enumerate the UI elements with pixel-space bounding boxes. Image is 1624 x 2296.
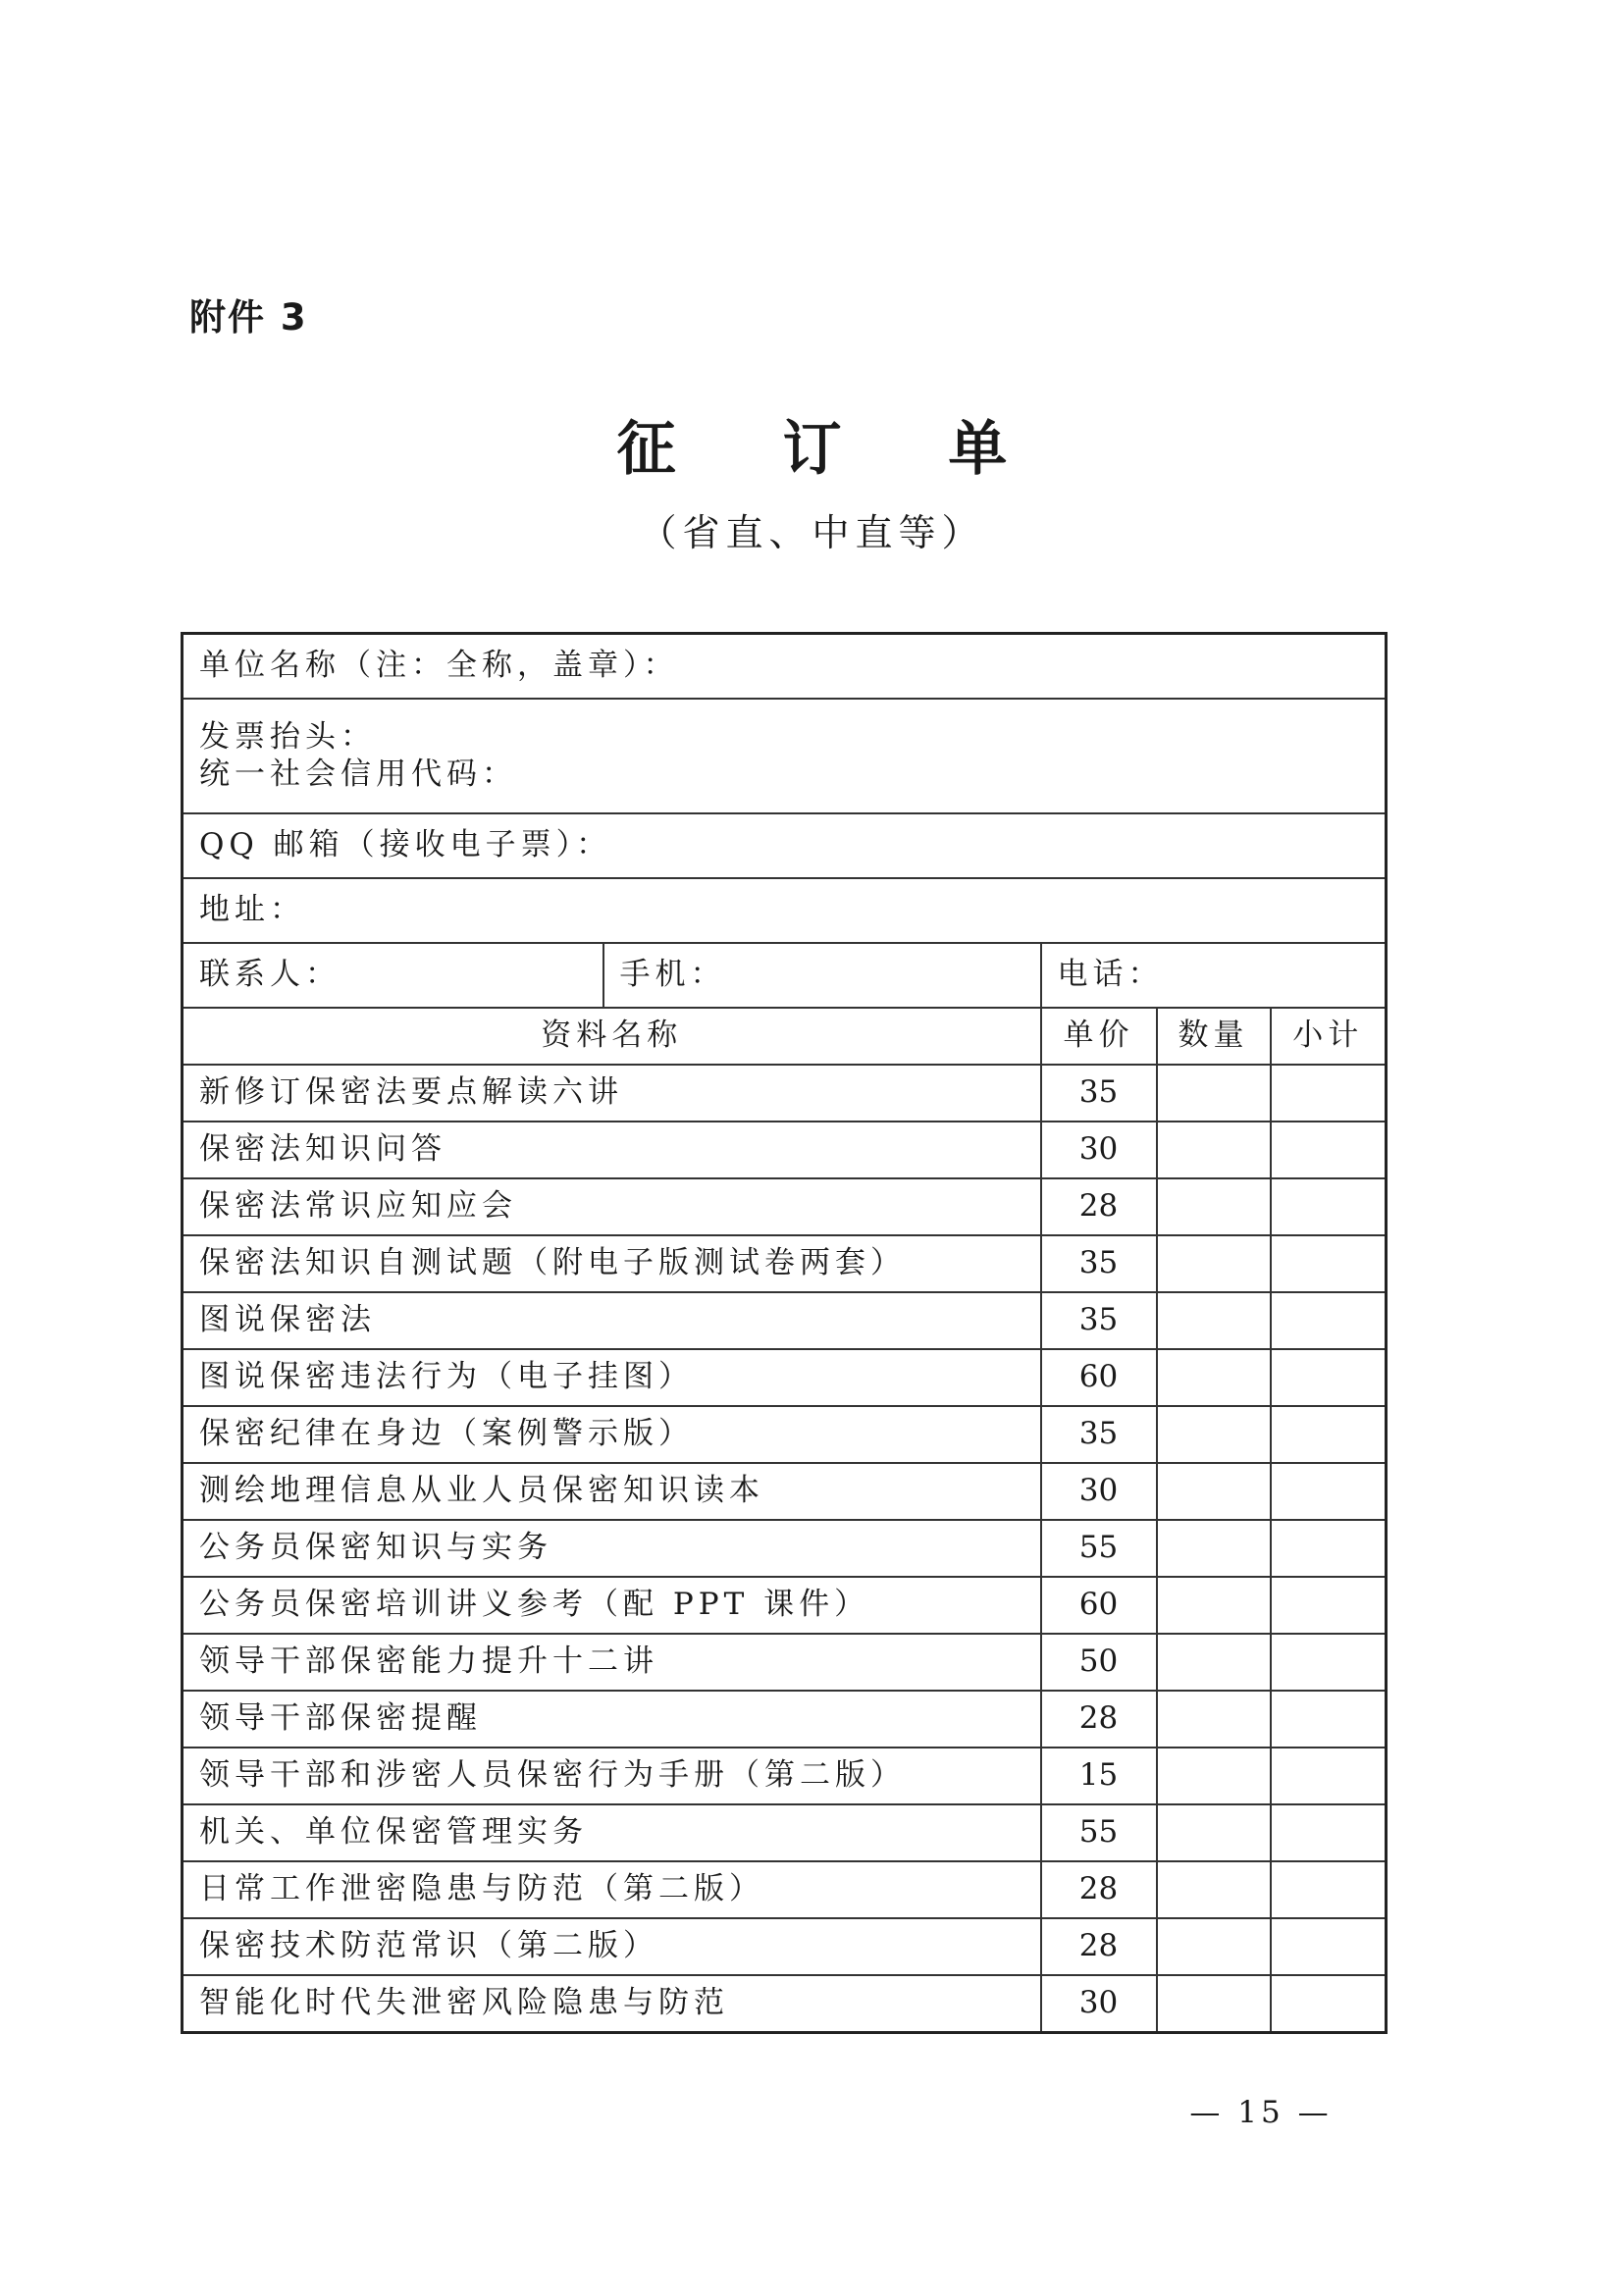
mobile-field[interactable]: 手机： (603, 943, 1041, 1008)
item-subtotal-cell[interactable] (1271, 1122, 1387, 1178)
contact-row (183, 943, 1387, 1008)
table-header-row (183, 1008, 1387, 1065)
item-name: 日常工作泄密隐患与防范（第二版） (183, 1861, 1041, 1918)
item-quantity-cell[interactable] (1157, 1804, 1271, 1861)
table-row (183, 1178, 1387, 1235)
item-subtotal-cell[interactable] (1271, 1520, 1387, 1577)
phone-field[interactable]: 电话： (1041, 943, 1387, 1008)
unit-name-row (183, 634, 1387, 700)
item-price: 30 (1041, 1463, 1157, 1520)
item-subtotal-cell[interactable] (1271, 1463, 1387, 1520)
item-subtotal-cell[interactable] (1271, 1292, 1387, 1349)
table-row (183, 1804, 1387, 1861)
table-row (183, 1861, 1387, 1918)
item-name: 测绘地理信息从业人员保密知识读本 (183, 1463, 1041, 1520)
item-name: 保密法知识自测试题（附电子版测试卷两套） (183, 1235, 1041, 1292)
page-subtitle: （省直、中直等） (639, 511, 985, 554)
item-quantity-cell[interactable] (1157, 1748, 1271, 1804)
item-name: 领导干部和涉密人员保密行为手册（第二版） (183, 1748, 1041, 1804)
table-row (183, 1520, 1387, 1577)
unit-name-field[interactable]: 单位名称（注：全称，盖章）： (183, 634, 1387, 700)
item-subtotal-cell[interactable] (1271, 1235, 1387, 1292)
table-row (183, 1634, 1387, 1691)
credit-code-label: 统一社会信用代码： (199, 756, 517, 792)
item-subtotal-cell[interactable] (1271, 1349, 1387, 1406)
item-price: 55 (1041, 1520, 1157, 1577)
qq-email-field[interactable]: QQ 邮箱（接收电子票）： (183, 813, 1387, 878)
item-price: 28 (1041, 1178, 1157, 1235)
item-price: 50 (1041, 1634, 1157, 1691)
item-quantity-cell[interactable] (1157, 1406, 1271, 1463)
table-row (183, 1918, 1387, 1975)
item-price: 55 (1041, 1804, 1157, 1861)
invoice-row (183, 699, 1387, 813)
item-price: 30 (1041, 1122, 1157, 1178)
item-quantity-cell[interactable] (1157, 1178, 1271, 1235)
item-price: 60 (1041, 1577, 1157, 1634)
item-quantity-cell[interactable] (1157, 1292, 1271, 1349)
invoice-title-label: 发票抬头： (199, 719, 376, 756)
item-subtotal-cell[interactable] (1271, 1577, 1387, 1634)
item-price: 35 (1041, 1235, 1157, 1292)
item-subtotal-cell[interactable] (1271, 1748, 1387, 1804)
item-name: 保密法常识应知应会 (183, 1178, 1041, 1235)
table-row (183, 1122, 1387, 1178)
item-name: 图说保密违法行为（电子挂图） (183, 1349, 1041, 1406)
item-quantity-cell[interactable] (1157, 1577, 1271, 1634)
item-subtotal-cell[interactable] (1271, 1861, 1387, 1918)
table-row (183, 1975, 1387, 2033)
item-quantity-cell[interactable] (1157, 1065, 1271, 1122)
item-subtotal-cell[interactable] (1271, 1178, 1387, 1235)
item-subtotal-cell[interactable] (1271, 1406, 1387, 1463)
item-quantity-cell[interactable] (1157, 1235, 1271, 1292)
address-row (183, 878, 1387, 943)
attachment-label: 附件 3 (189, 296, 308, 339)
table-row (183, 1065, 1387, 1122)
table-row (183, 1349, 1387, 1406)
contact-field[interactable]: 联系人： (183, 943, 603, 1008)
item-name: 公务员保密培训讲义参考（配 PPT 课件） (183, 1577, 1041, 1634)
item-quantity-cell[interactable] (1157, 1918, 1271, 1975)
item-name: 保密纪律在身边（案例警示版） (183, 1406, 1041, 1463)
header-quantity: 数量 (1157, 1008, 1271, 1065)
item-price: 35 (1041, 1065, 1157, 1122)
item-quantity-cell[interactable] (1157, 1463, 1271, 1520)
address-field[interactable]: 地址： (183, 878, 1387, 943)
table-row (183, 1292, 1387, 1349)
item-name: 新修订保密法要点解读六讲 (183, 1065, 1041, 1122)
item-price: 35 (1041, 1406, 1157, 1463)
item-name: 保密法知识问答 (183, 1122, 1041, 1178)
item-quantity-cell[interactable] (1157, 1122, 1271, 1178)
item-price: 30 (1041, 1975, 1157, 2033)
item-quantity-cell[interactable] (1157, 1349, 1271, 1406)
item-quantity-cell[interactable] (1157, 1975, 1271, 2033)
item-name: 机关、单位保密管理实务 (183, 1804, 1041, 1861)
item-name: 智能化时代失泄密风险隐患与防范 (183, 1975, 1041, 2033)
item-price: 60 (1041, 1349, 1157, 1406)
item-name: 领导干部保密提醒 (183, 1691, 1041, 1748)
item-price: 28 (1041, 1861, 1157, 1918)
item-subtotal-cell[interactable] (1271, 1804, 1387, 1861)
qq-email-row (183, 813, 1387, 878)
item-subtotal-cell[interactable] (1271, 1634, 1387, 1691)
header-subtotal: 小计 (1271, 1008, 1387, 1065)
item-price: 15 (1041, 1748, 1157, 1804)
item-name: 图说保密法 (183, 1292, 1041, 1349)
table-row (183, 1463, 1387, 1520)
table-row (183, 1577, 1387, 1634)
item-name: 保密技术防范常识（第二版） (183, 1918, 1041, 1975)
item-price: 28 (1041, 1918, 1157, 1975)
item-quantity-cell[interactable] (1157, 1634, 1271, 1691)
header-price: 单价 (1041, 1008, 1157, 1065)
item-name: 领导干部保密能力提升十二讲 (183, 1634, 1041, 1691)
page-title: 征 订 单 (616, 415, 1051, 484)
table-row (183, 1748, 1387, 1804)
table-row (183, 1406, 1387, 1463)
page-number: — 15 — (1189, 2095, 1333, 2130)
table-row (183, 1691, 1387, 1748)
order-form-table (181, 632, 1388, 2034)
invoice-field[interactable] (183, 699, 1387, 813)
item-quantity-cell[interactable] (1157, 1520, 1271, 1577)
table-row (183, 1235, 1387, 1292)
item-subtotal-cell[interactable] (1271, 1918, 1387, 1975)
item-price: 35 (1041, 1292, 1157, 1349)
item-subtotal-cell[interactable] (1271, 1691, 1387, 1748)
item-quantity-cell[interactable] (1157, 1691, 1271, 1748)
item-subtotal-cell[interactable] (1271, 1975, 1387, 2033)
item-quantity-cell[interactable] (1157, 1861, 1271, 1918)
item-subtotal-cell[interactable] (1271, 1065, 1387, 1122)
header-name: 资料名称 (183, 1008, 1041, 1065)
item-price: 28 (1041, 1691, 1157, 1748)
item-name: 公务员保密知识与实务 (183, 1520, 1041, 1577)
